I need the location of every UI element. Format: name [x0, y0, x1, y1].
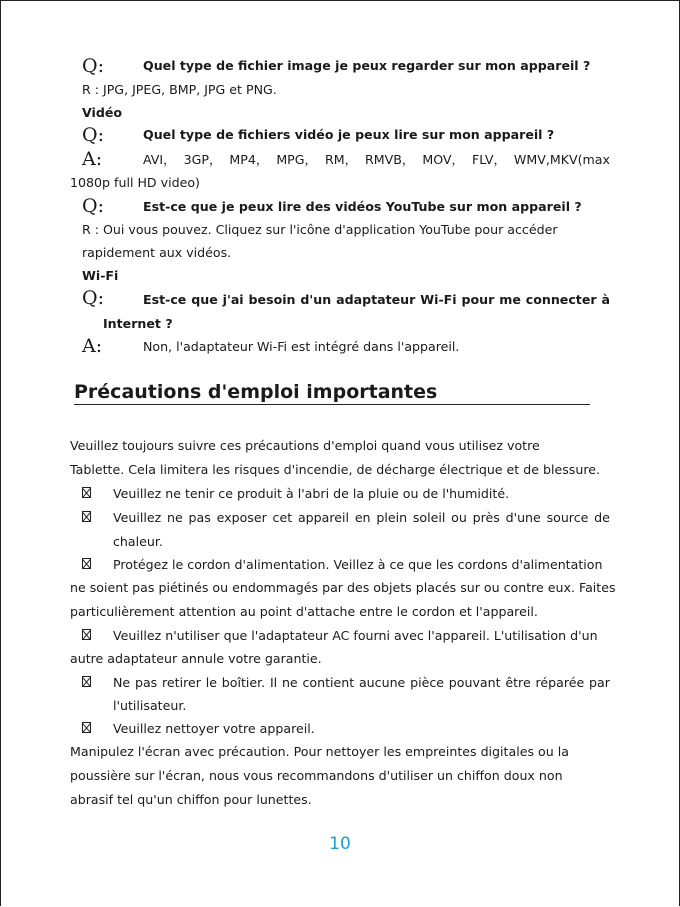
word: d'un — [300, 292, 332, 307]
word: le — [205, 675, 217, 690]
question-4-line-2: Internet ? — [103, 316, 173, 331]
word: pouvant — [448, 675, 501, 690]
format-item: 3GP， — [183, 152, 222, 167]
outro-line-1: Manipulez l'écran avec précaution. Pour nettoyer les empreintes digitales ou la — [70, 744, 569, 759]
question-marker: Q: — [82, 287, 104, 309]
word: aucune — [358, 675, 406, 690]
answer-2-formats — [143, 152, 610, 168]
word: réparée — [535, 675, 585, 690]
word: près — [472, 510, 500, 525]
bullet-3-line-2: ne soient pas piétinés ou endommagés par des objets placés sur ou contre eux. Faites — [70, 580, 616, 595]
section-video: Vidéo — [82, 105, 123, 120]
outro-line-2: poussière sur l'écran, nous vous recommandons d'utiliser un chiffon doux non — [70, 768, 563, 783]
intro-line-2: Tablette. Cela limitera les risques d'incendie, de décharge électrique et de blessure. — [70, 462, 600, 477]
bullet-5-line-1 — [113, 675, 610, 691]
bullet-5-line-2: l'utilisateur. — [113, 698, 187, 713]
word: soleil — [412, 510, 446, 525]
word: ou — [451, 510, 467, 525]
answer-3-line-1: R : Oui vous pouvez. Cliquez sur l'icône d'application YouTube pour accéder — [82, 222, 558, 237]
word: pièce — [410, 675, 445, 690]
question-1: Quel type de fichier image je peux regarder sur mon appareil ? — [143, 58, 591, 73]
word: en — [354, 510, 371, 525]
checkbox-icon — [82, 722, 91, 733]
format-item: RM， — [324, 152, 358, 167]
word: source — [546, 510, 589, 525]
word: Ne — [113, 675, 131, 690]
word: plein — [376, 510, 408, 525]
bullet-3-line-3: particulièrement attention au point d'attache entre le cordon et l'appareil. — [70, 604, 538, 619]
format-item: FLV， — [471, 152, 507, 167]
word: pas — [188, 510, 211, 525]
bullet-2-line-2: chaleur. — [113, 534, 163, 549]
word: besoin — [248, 292, 296, 307]
word: pas — [134, 675, 158, 690]
word: Il — [269, 675, 278, 690]
word: à — [601, 292, 610, 307]
word: Est-ce — [143, 292, 187, 307]
intro-line-1: Veuillez toujours suivre ces précautions d'emploi quand vous utilisez votre — [70, 438, 540, 453]
word: ne — [167, 510, 183, 525]
word: que — [191, 292, 218, 307]
question-2: Quel type de fichiers vidéo je peux lire sur mon appareil ? — [143, 127, 555, 142]
word: boîtier. — [221, 675, 266, 690]
question-3: Est-ce que je peux lire des vidéos YouTube sur mon appareil ? — [143, 199, 582, 214]
format-item: MP4， — [229, 152, 269, 167]
format-item: WMV,MKV(max — [513, 152, 610, 167]
word: j'ai — [222, 292, 244, 307]
bullet-1: Veuillez ne tenir ce produit à l'abri de la pluie ou de l'humidité. — [113, 486, 510, 501]
page-number: 10 — [329, 834, 351, 854]
outro-line-3: abrasif tel qu'un chiffon pour lunettes. — [70, 792, 312, 807]
question-4-line-1 — [143, 292, 610, 308]
answer-marker: A: — [82, 148, 103, 170]
word: exposer — [216, 510, 267, 525]
word: Veuillez — [113, 510, 162, 525]
section-heading: Précautions d'emploi importantes — [74, 380, 590, 405]
bullet-2-line-1 — [113, 510, 610, 526]
answer-3-line-2: rapidement aux vidéos. — [82, 245, 232, 260]
question-marker: Q: — [82, 124, 104, 146]
format-item: MPG， — [276, 152, 318, 167]
word: appareil — [297, 510, 350, 525]
word: connecter — [525, 292, 597, 307]
checkbox-icon — [82, 511, 91, 522]
word: retirer — [162, 675, 201, 690]
word: contient — [302, 675, 355, 690]
checkbox-icon — [82, 676, 91, 687]
answer-4: Non, l'adaptateur Wi-Fi est intégré dans l'appareil. — [143, 339, 460, 354]
question-marker: Q: — [82, 55, 104, 77]
bullet-3-line-1: Protégez le cordon d'alimentation. Veillez à ce que les cordons d'alimentation — [113, 557, 603, 572]
answer-1: R : JPG, JPEG, BMP, JPG et PNG. — [82, 82, 277, 97]
word: me — [499, 292, 521, 307]
checkbox-icon — [82, 558, 91, 569]
word: cet — [272, 510, 293, 525]
checkbox-icon — [82, 629, 91, 640]
word: ne — [281, 675, 298, 690]
format-item: MOV， — [422, 152, 465, 167]
answer-marker: A: — [82, 335, 103, 357]
word: être — [505, 675, 531, 690]
bullet-4-line-2: autre adaptateur annule votre garantie. — [70, 651, 322, 666]
word: adaptateur — [336, 292, 416, 307]
word: d'une — [505, 510, 541, 525]
word: pour — [461, 292, 495, 307]
bullet-4-line-1: Veuillez n'utiliser que l'adaptateur AC fourni avec l'appareil. L'utilisation d'un — [113, 628, 598, 643]
bullet-6: Veuillez nettoyer votre appareil. — [113, 721, 315, 736]
word: Wi-Fi — [420, 292, 457, 307]
word: de — [594, 510, 610, 525]
answer-2-continuation: 1080p full HD video) — [70, 175, 200, 190]
format-item: AVI， — [143, 152, 176, 167]
format-item: RMVB， — [365, 152, 415, 167]
question-marker: Q: — [82, 195, 104, 217]
checkbox-icon — [82, 487, 91, 498]
section-wifi: Wi-Fi — [82, 268, 119, 283]
word: par — [589, 675, 610, 690]
